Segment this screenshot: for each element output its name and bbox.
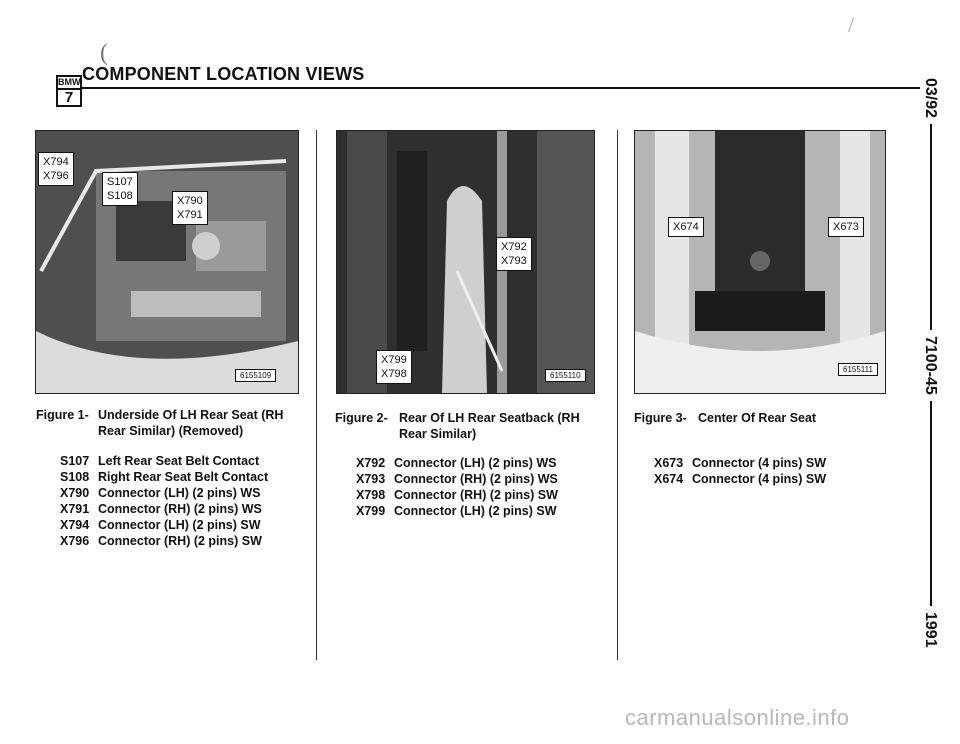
legend-code: S107 — [60, 454, 90, 468]
legend-row — [60, 533, 310, 549]
callout-s107-s108 — [102, 172, 138, 206]
legend-row — [60, 501, 310, 517]
column-divider-1 — [316, 130, 317, 660]
callout-x674: X674 — [668, 217, 704, 237]
figure-1-legend — [60, 453, 310, 549]
watermark: carmanualsonline.info — [625, 705, 850, 730]
legend-desc: Connector (LH) (2 pins) WS — [98, 486, 261, 500]
callout-x790-x791 — [172, 191, 208, 225]
legend-desc: Connector (RH) (2 pins) SW — [98, 534, 262, 548]
callout-text: X799 X798 — [381, 354, 407, 380]
legend-row — [356, 471, 606, 487]
legend-code: X790 — [60, 486, 90, 500]
figure-3-photo-number: 6155111 — [838, 363, 878, 376]
legend-code: X799 — [356, 504, 386, 518]
figure-2-caption-text: Rear Of LH Rear Seatback (RH Rear Similar) — [399, 411, 580, 441]
legend-code: X792 — [356, 456, 386, 470]
legend-desc: Connector (LH) (2 pins) SW — [394, 504, 557, 518]
callout-x794-x796 — [38, 152, 74, 186]
figure-2-legend — [356, 455, 606, 519]
legend-desc: Connector (LH) (2 pins) SW — [98, 518, 261, 532]
legend-code: X796 — [60, 534, 90, 548]
figure-3-caption — [634, 410, 904, 426]
callout-x799-x798 — [376, 350, 412, 384]
legend-row — [356, 487, 606, 503]
figure-3-photo — [634, 130, 886, 394]
legend-desc: Connector (LH) (2 pins) WS — [394, 456, 557, 470]
legend-row — [60, 469, 310, 485]
legend-desc: Connector (RH) (2 pins) SW — [394, 488, 558, 502]
figure-1-photo-number: 6155109 — [235, 369, 276, 382]
legend-desc: Connector (RH) (2 pins) WS — [98, 502, 262, 516]
bmw-logo-series: 7 — [64, 89, 74, 106]
legend-code: X793 — [356, 472, 386, 486]
legend-code: X794 — [60, 518, 90, 532]
callout-x792-x793 — [496, 237, 532, 271]
figure-3-legend — [654, 455, 894, 487]
scan-mark-2: / — [848, 12, 855, 37]
figure-2-photo — [336, 130, 595, 394]
callout-text: X792 X793 — [501, 241, 527, 267]
callout-text: S107 S108 — [107, 176, 133, 202]
legend-row — [60, 517, 310, 533]
callout-text: X790 X791 — [177, 195, 203, 221]
legend-desc: Connector (4 pins) SW — [692, 456, 827, 470]
side-section: 7100-45 — [921, 330, 939, 401]
side-year: 1991 — [921, 606, 939, 654]
legend-row — [356, 503, 606, 519]
legend-row — [60, 453, 310, 469]
legend-row — [654, 471, 894, 487]
figure-2-label: Figure 2- — [335, 411, 388, 425]
figure-1-caption-text: Underside Of LH Rear Seat (RH Rear Similar) (Removed) — [98, 408, 284, 438]
legend-code: X791 — [60, 502, 90, 516]
figure-1-photo — [35, 130, 299, 394]
legend-code: X673 — [654, 456, 684, 470]
figure-2-caption — [335, 410, 610, 442]
figure-1-caption — [36, 407, 311, 439]
callout-text: X794 X796 — [43, 156, 69, 182]
side-date: 03/92 — [921, 72, 939, 124]
legend-row — [60, 485, 310, 501]
page-title: COMPONENT LOCATION VIEWS — [82, 64, 365, 84]
legend-row — [356, 455, 606, 471]
callout-x673: X673 — [828, 217, 864, 237]
figure-2-photo-number: 6155110 — [545, 369, 586, 382]
legend-desc: Connector (RH) (2 pins) WS — [394, 472, 558, 486]
header-rule — [82, 87, 920, 89]
bmw-logo-text: BMW — [58, 77, 80, 90]
legend-row — [654, 455, 894, 471]
figure-1-label: Figure 1- — [36, 408, 89, 422]
legend-code: X674 — [654, 472, 684, 486]
bmw-logo — [56, 75, 82, 107]
figure-3-label: Figure 3- — [634, 411, 687, 425]
column-divider-2 — [617, 130, 618, 660]
legend-desc: Connector (4 pins) SW — [692, 472, 827, 486]
legend-code: X798 — [356, 488, 386, 502]
legend-desc: Right Rear Seat Belt Contact — [98, 470, 269, 484]
figure-3-caption-text: Center Of Rear Seat — [698, 411, 817, 425]
legend-code: S108 — [60, 470, 90, 484]
legend-desc: Left Rear Seat Belt Contact — [98, 454, 260, 468]
scan-mark: ( — [100, 40, 108, 66]
